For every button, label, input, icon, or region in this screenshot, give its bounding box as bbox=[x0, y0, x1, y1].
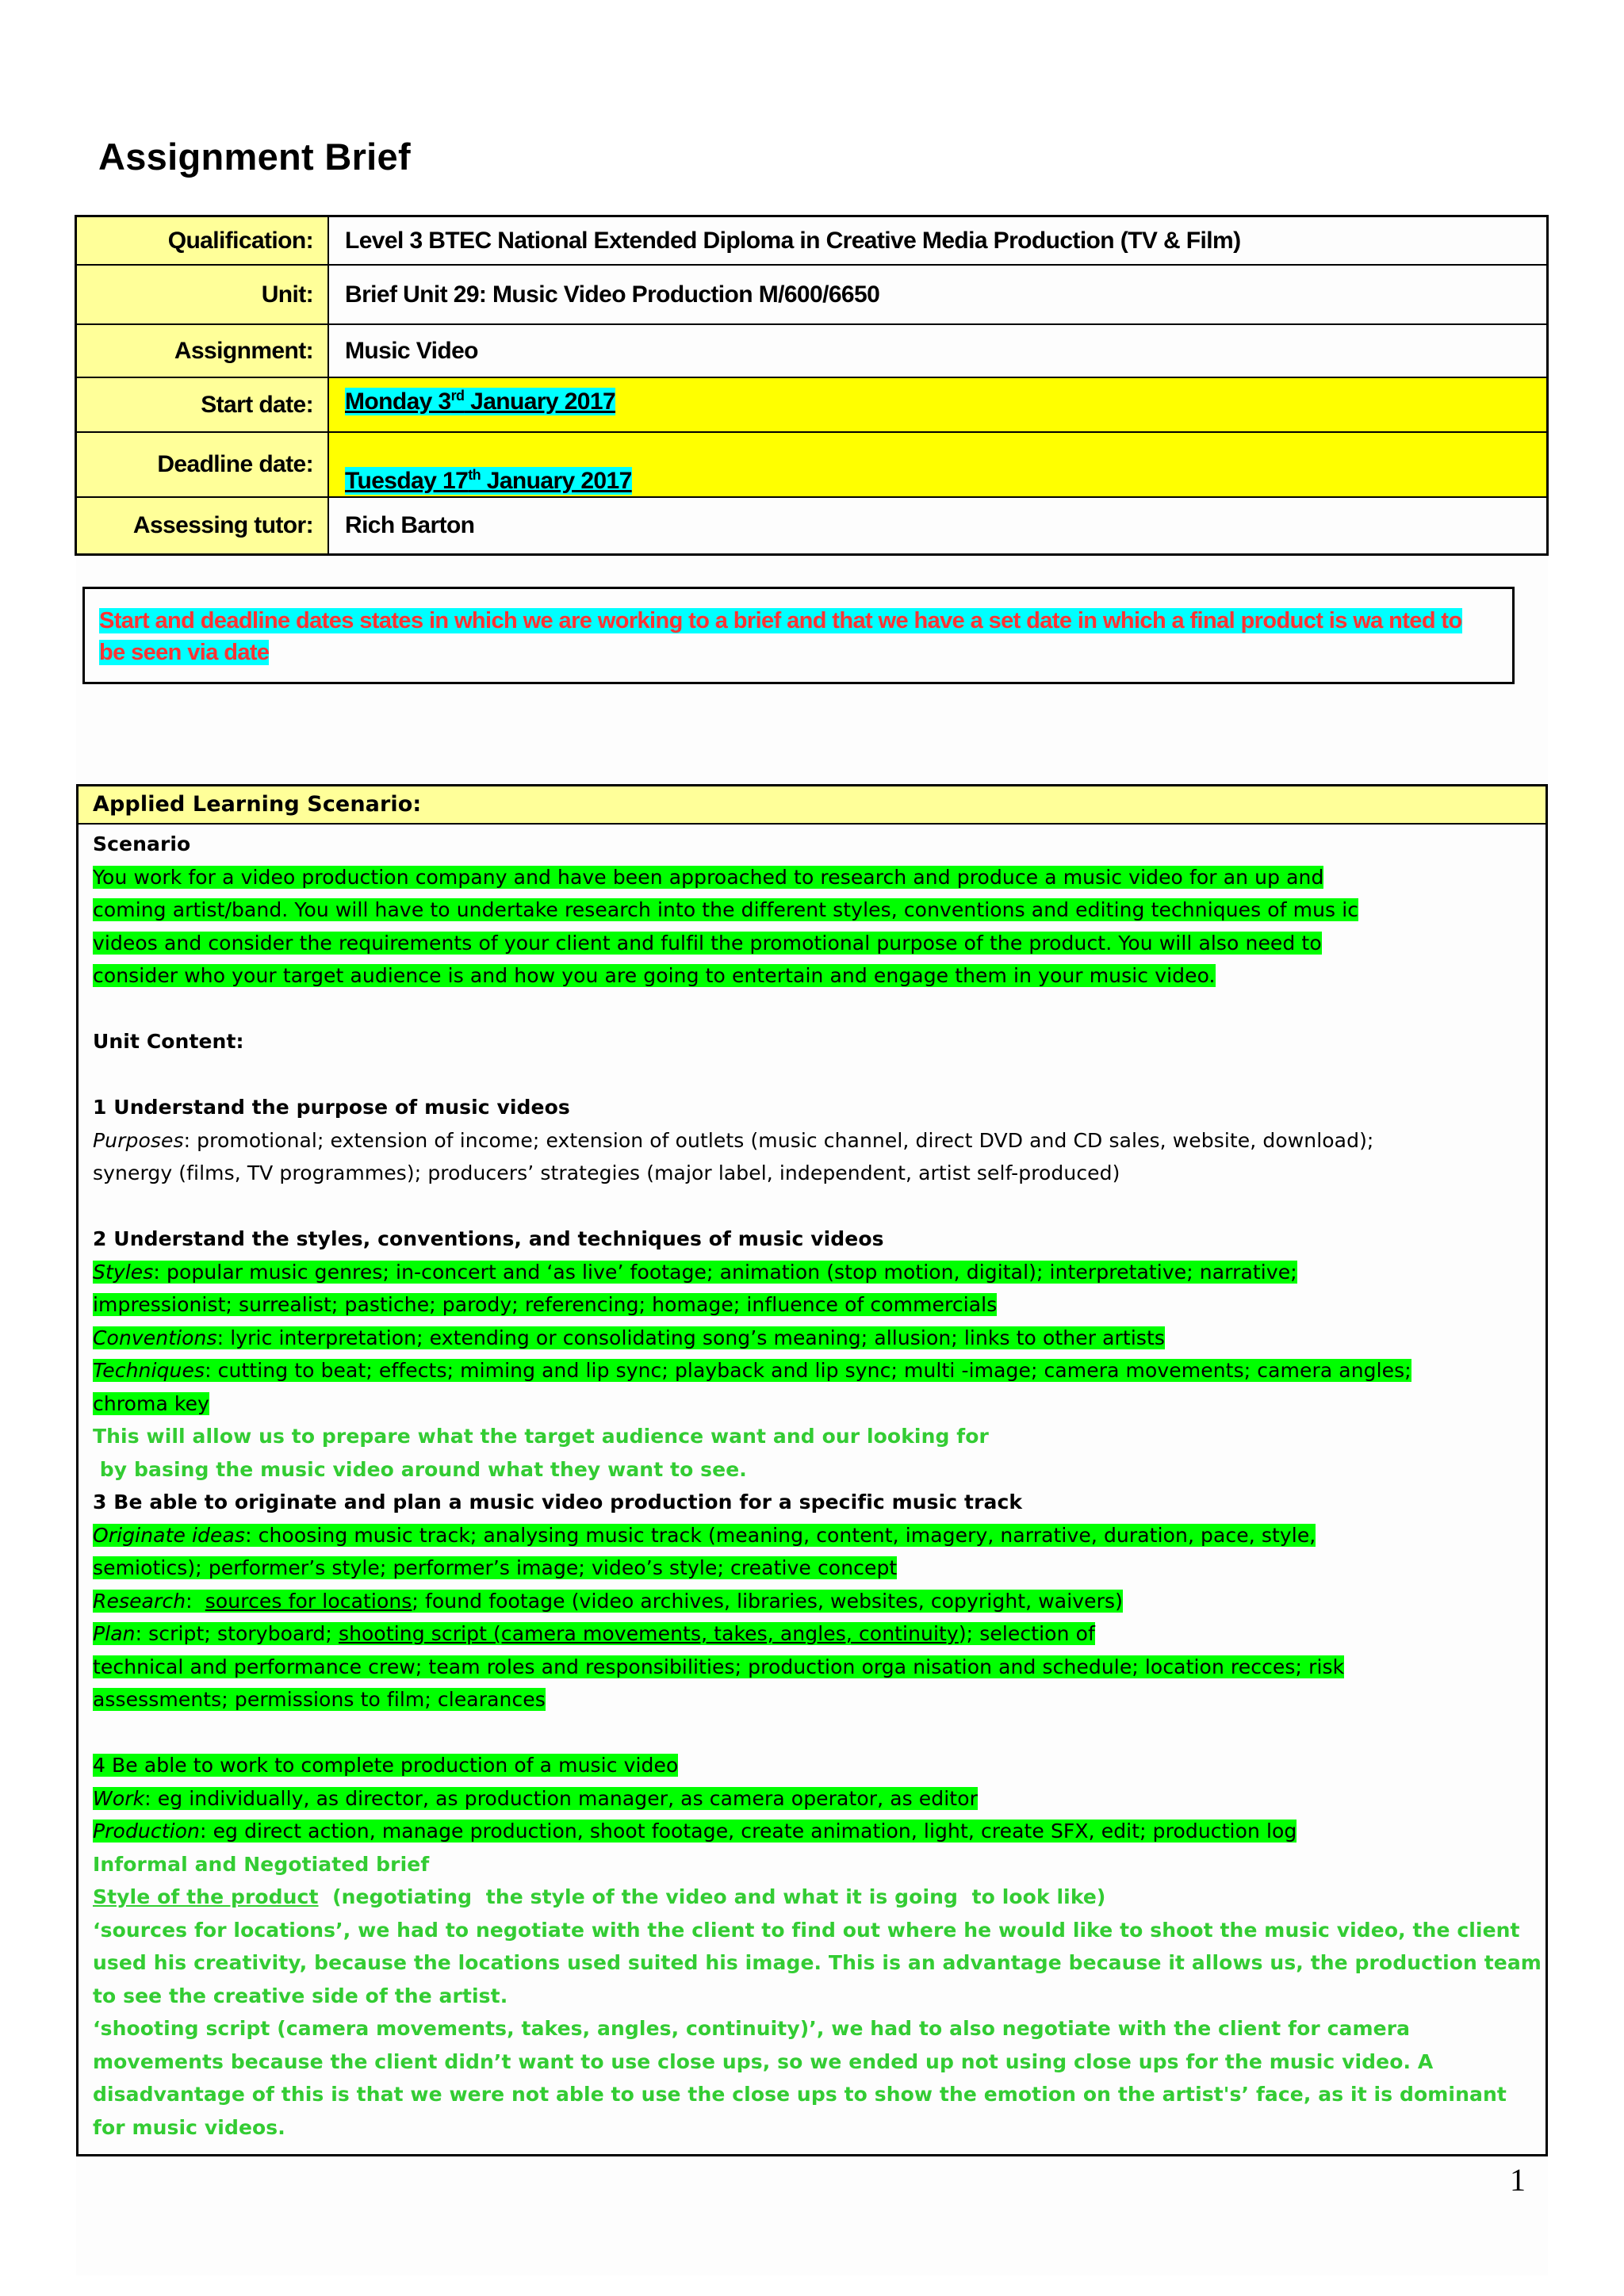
tutor-row bbox=[77, 498, 1546, 553]
unit-label: Unit: bbox=[77, 266, 329, 323]
plan-line-2: technical and performance crew; team roles and responsibilities; production orga nisation and schedule; location recces; risk bbox=[93, 1655, 1345, 1678]
originate-line-2: semiotics); performer’s style; performer’s image; video’s style; creative concept bbox=[93, 1556, 898, 1579]
production-line: Production: eg direct action, manage production, shoot footage, create animation, light, create SFX, edit; production log bbox=[93, 1820, 1297, 1843]
assignment-value: Music Video bbox=[345, 337, 478, 364]
intro-line: coming artist/band. You will have to undertake research into the different styles, conventions and editing techniques of mus ic bbox=[93, 898, 1359, 921]
start-date-text: Monday 3rd January 2017 bbox=[345, 388, 616, 415]
deadline-date-label: Deadline date: bbox=[77, 433, 329, 496]
locations-paragraph-line: to see the creative side of the artist. bbox=[93, 1984, 508, 2007]
scenario-body bbox=[79, 825, 1545, 2144]
plan-line: Plan: script; storyboard; shooting script (camera movements, takes, angles, continuity); selection of bbox=[93, 1622, 1095, 1645]
negotiated-brief-title: Informal and Negotiated brief bbox=[93, 1852, 430, 1876]
styles-line-2: impressionist; surrealist; pastiche; parody; referencing; homage; influence of commercials bbox=[93, 1293, 998, 1316]
purposes-line: Purposes: promotional; extension of income; extension of outlets (music channel, direct DVD and CD sales, website, download); bbox=[93, 1128, 1374, 1152]
dates-note-box bbox=[82, 587, 1515, 684]
section-4-title: 4 Be able to work to complete production of a music video bbox=[93, 1754, 679, 1777]
section-2-note-2: by basing the music video around what they want to see. bbox=[93, 1457, 747, 1481]
scenario-subheading: Scenario bbox=[93, 832, 191, 855]
purposes-line-2: synergy (films, TV programmes); producers’ strategies (major label, independent, artist self-produced) bbox=[93, 1161, 1120, 1184]
locations-paragraph-line: used his creativity, because the locations used suited his image. This is an advantage because it allows us, the production team bbox=[93, 1951, 1542, 1974]
section-3-title: 3 Be able to originate and plan a music video production for a specific music track bbox=[93, 1490, 1023, 1513]
style-of-product-line: Style of the product (negotiating the style of the video and what it is going to look like) bbox=[93, 1885, 1106, 1908]
start-date-row bbox=[77, 378, 1546, 433]
unit-content-heading: Unit Content: bbox=[93, 1030, 244, 1053]
techniques-line-2: chroma key bbox=[93, 1391, 209, 1415]
styles-line: Styles: popular music genres; in-concert and ‘as live’ footage; animation (stop motion, digital); interpretative; narrative; bbox=[93, 1260, 1297, 1284]
section-2-note: This will allow us to prepare what the target audience want and our looking for bbox=[93, 1425, 989, 1448]
qualification-row bbox=[77, 217, 1546, 266]
deadline-date-value bbox=[329, 433, 1546, 496]
unit-value: Brief Unit 29: Music Video Production M/600/6650 bbox=[345, 281, 880, 308]
tutor-label: Assessing tutor: bbox=[77, 498, 329, 553]
shooting-script-paragraph-line: ‘shooting script (camera movements, takes, angles, continuity)’, we had to also negotiate with the client for camera bbox=[93, 2017, 1411, 2040]
research-line: Research: sources for locations; found footage (video archives, libraries, websites, copyright, waivers) bbox=[93, 1589, 1124, 1613]
shooting-script-paragraph-line: for music videos. bbox=[93, 2115, 285, 2139]
work-line: Work: eg individually, as director, as production manager, as camera operator, as editor bbox=[93, 1786, 978, 1810]
deadline-date-row bbox=[77, 433, 1546, 498]
shooting-script-paragraph-line: disadvantage of this is that we were not able to use the close ups to show the emotion on the artist's’ face, as it is dominant bbox=[93, 2083, 1507, 2106]
scenario-box bbox=[76, 784, 1548, 2156]
shooting-script-paragraph-line: movements because the client didn’t want to use close ups, so we ended up not using close ups for the music video. A bbox=[93, 2049, 1434, 2073]
intro-line: consider who your target audience is and how you are going to entertain and engage them in your music video. bbox=[93, 964, 1216, 987]
deadline-date-text: Tuesday 17th January 2017 bbox=[345, 467, 632, 494]
qualification-label: Qualification: bbox=[77, 217, 329, 264]
note-line-2: be seen via date bbox=[99, 640, 270, 665]
page-number: 1 bbox=[1510, 2162, 1526, 2198]
locations-paragraph-line: ‘sources for locations’, we had to negotiate with the client to find out where he would like to shoot the music video, the client bbox=[93, 1918, 1520, 1942]
start-date-label: Start date: bbox=[77, 378, 329, 431]
page-title: Assignment Brief bbox=[98, 136, 411, 178]
qualification-value: Level 3 BTEC National Extended Diploma in Creative Media Production (TV & Film) bbox=[345, 227, 1241, 254]
section-1-title: 1 Understand the purpose of music videos bbox=[93, 1096, 570, 1119]
section-2-title: 2 Understand the styles, conventions, and techniques of music videos bbox=[93, 1227, 884, 1250]
assignment-row bbox=[77, 325, 1546, 378]
intro-line: videos and consider the requirements of your client and fulfil the promotional purpose of the product. You will also need to bbox=[93, 931, 1322, 955]
tutor-value: Rich Barton bbox=[345, 512, 475, 538]
assignment-header-table bbox=[75, 215, 1549, 556]
intro-line: You work for a video production company and have been approached to research and produce a music video for an up and bbox=[93, 865, 1324, 889]
assignment-label: Assignment: bbox=[77, 325, 329, 377]
start-date-value bbox=[329, 378, 1546, 431]
plan-line-3: assessments; permissions to film; clearances bbox=[93, 1688, 546, 1711]
techniques-line: Techniques: cutting to beat; effects; miming and lip sync; playback and lip sync; multi -image; camera movements; camera angles; bbox=[93, 1359, 1411, 1382]
originate-line: Originate ideas: choosing music track; analysing music track (meaning, content, imagery, narrative, duration, pace, style, bbox=[93, 1523, 1316, 1547]
unit-row bbox=[77, 266, 1546, 325]
note-line-1: Start and deadline dates states in which we are working to a brief and that we have a set date in which a final product is wa nted to bbox=[99, 608, 1462, 633]
scenario-heading: Applied Learning Scenario: bbox=[79, 786, 1545, 825]
conventions-line: Conventions: lyric interpretation; extending or consolidating song’s meaning; allusion; links to other artists bbox=[93, 1326, 1166, 1349]
